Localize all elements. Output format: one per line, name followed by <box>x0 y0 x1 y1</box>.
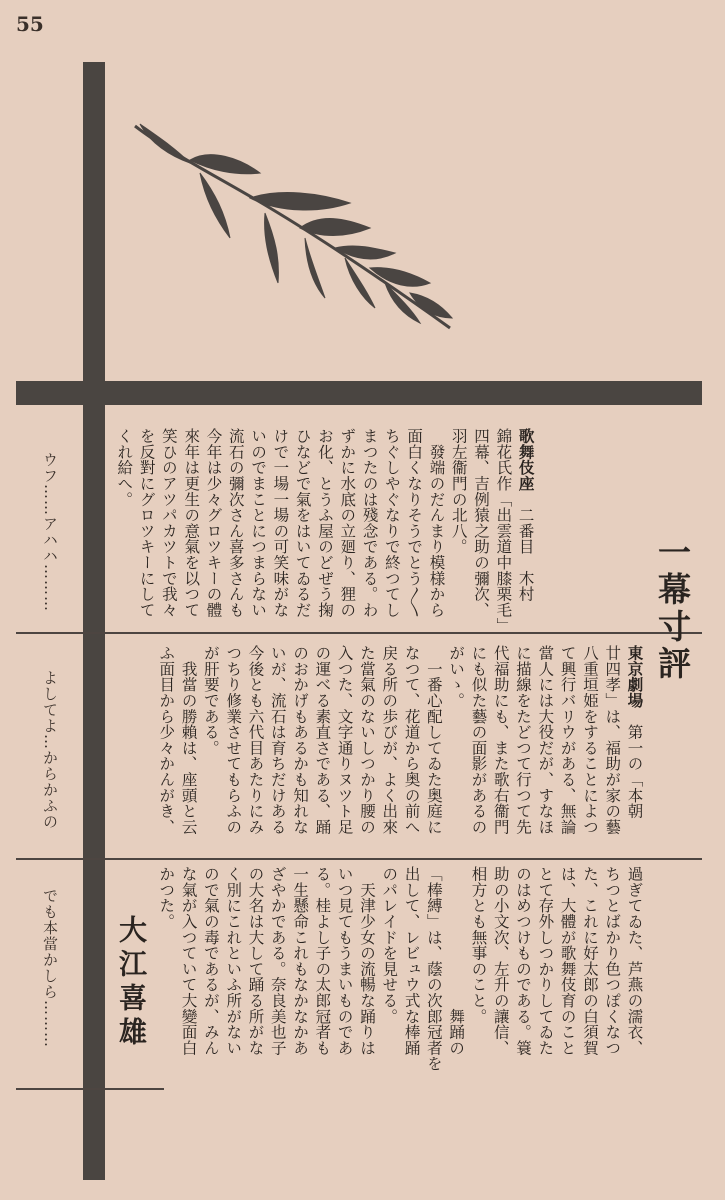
page-number: 55 <box>16 12 44 36</box>
section-rule <box>16 632 702 634</box>
review-tokyo-gekijo <box>155 645 646 867</box>
section-text: 二番目 木村 錦花氏作「出雲道中膝栗毛」 四幕、吉例猿之助の彌次、 羽左衞門の北八。 發端のだんまり模様から 面白くなりそうでとう〳〵 ちぐしやぐなりで終つてし まつたのは殘念である。わ ずかに水底の立廻り、狸の お化、とうふ屋のどぜう掬 ひなどで氣をはいてゐるだ けで一場一場の可笑味がな いのでまことにつまらない 流石の彌次さん喜多さんも 今年は少々グロツキーの體 來年は更生の意氣を以つて 笑ひのアツパカツトで我々 を反對にグロツキーにして くれ給へ。 <box>115 428 535 634</box>
review-kabukiza <box>113 428 537 634</box>
margin-caption: よしてよ…からかふの <box>41 670 59 830</box>
vertical-divider-bar <box>83 62 105 1180</box>
review-takarazuka <box>155 866 646 1092</box>
horizontal-divider-bar <box>16 381 702 405</box>
margin-caption: でも本當かしら……… <box>41 888 59 1048</box>
section-text: 第一の「本朝 廿四孝」は、福助が家の藝 八重垣姫をすることによつ て興行バリウがある、無論 當人には大役だが、すなほ に描線をたどつて行つて先 代福助にも、また歌右衞門 にも似た藝の面影があるの がいゝ。 一番心配してゐた奥庭に なつて、花道から奥の前へ 戻る所の歩びが、よく出來 た當氣のないしつかり腰の 入つた、文字通りヌツト足 の運べる素直さである、踊 のおかげもあるかも知れな いが、流石は育ちだけある 今後とも六代目あたりにみ つちり修業させてもらふの が肝要である。 我當の勝賴は、座頭と云 ふ面目から少々かんがき、 <box>157 645 644 835</box>
article-title: 一幕寸評 <box>653 535 692 683</box>
section-rule <box>16 1088 164 1090</box>
section-heading: 歌舞伎座 <box>516 428 536 492</box>
section-text: 過ぎてゐた、芦燕の濡衣、 ちつとばかり色つぽくなつ た、これに好太郎の白須賀 は、大體が歌舞伎育のこと とて存外しつかりしてゐた のはめつけものである。簑 助の小文次、左升の讓信、 相方とも無事のこと。 舞踊の 「棒縛」は、蔭の次郎冠者を 出して、レビュウ式な棒踊 のパレイドを見せる。 天津少女の流暢な踊りは いつ見てもうまいものであ る。桂よし子の太郎冠者も 一生懸命これもなかなかあ ざやかである。奈良美也子 の大名は大して踊る所がな く別にこれといふ所がない ので氣の毒であるが、みん な氣が入つていて大變面白 かつた。 <box>157 866 644 1072</box>
margin-caption: ウフ……アハハ……… <box>41 452 59 612</box>
section-heading: 東京劇場 <box>625 645 645 709</box>
author-name: 大江喜雄 <box>115 915 148 1051</box>
willow-branch-illustration <box>130 118 460 333</box>
